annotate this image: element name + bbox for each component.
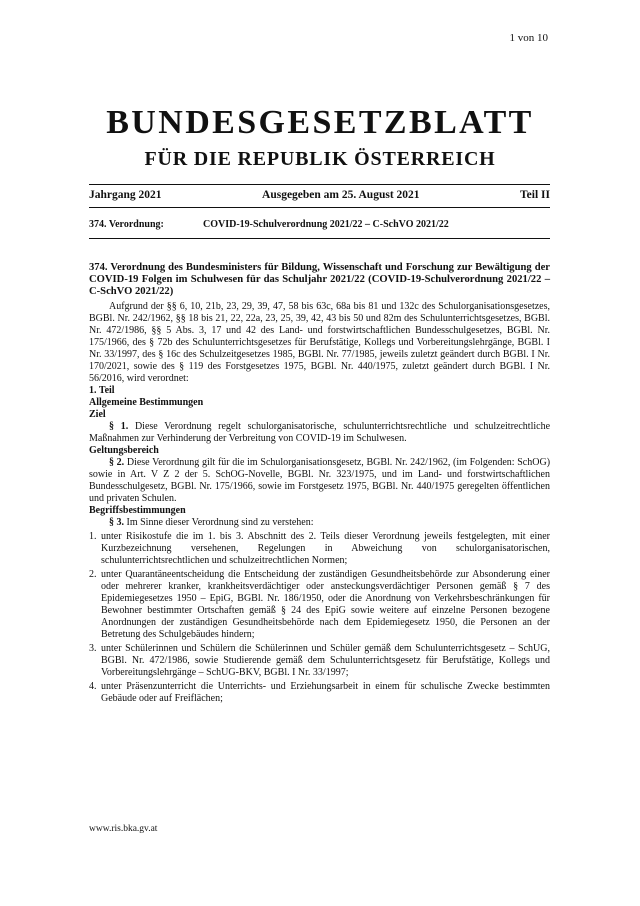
section-2	[89, 457, 550, 505]
footer-link[interactable]: www.ris.bka.gv.at	[89, 824, 158, 834]
divider-middle	[89, 207, 550, 208]
issue-meta	[89, 189, 550, 201]
part-title: Allgemeine Bestimmungen	[89, 397, 204, 408]
page-number: 1 von 10	[509, 32, 548, 44]
jahrgang: Jahrgang 2021	[89, 189, 162, 201]
preamble: Aufgrund der §§ 6, 10, 21b, 23, 29, 39, 47, 58 bis 63c, 68a bis 81 und 132c des Schulorganisationsgesetzes, BGBl. Nr. 242/1962, §§ 18 bis 21, 22, 22a, 23, 25, 39, 42, 43 bis 50 und 82m des Schulunterrichtsgesetzes, BGBl. Nr. 472/1986, §§ 5 Abs. 3, 17 und 42 des Land- und forstwirtschaftlichen Bundesschulgesetzes, BGBl. Nr. 175/1966, des § 72b des Schulunterrichtsgesetzes für Berufstätige, Kollegs und Vorbereitungslehrgänge, BGBl. I Nr. 33/1997, des § 16c des Schulzeitgesetzes 1985, BGBl. Nr. 77/1985, jeweils zuletzt geändert durch BGBl. I Nr. 170/2021, sowie des § 119 des Forstgesetzes 1975, BGBl. Nr. 440/1975, zuletzt geändert durch BGBl. I Nr. 56/2016, wird verordnet:	[89, 301, 550, 384]
heading-geltungsbereich: Geltungsbereich	[89, 445, 159, 456]
masthead-title: BUNDESGESETZBLATT	[106, 104, 534, 141]
list-item-text: unter Quarantäneentscheidung die Entscheidung der zuständigen Gesundheitsbehörde zur Absonderung einer oder mehrerer kranker, krankheitsverdächtiger oder ansteckungsverdächtiger Personen gemäß § 7 des Epidemiegesetzes 1950 – EpiG, BGBl. Nr. 186/1950, oder die Anordnung von Verkehrsbeschränkungen für Bewohner bestimmter Ortschaften gemäß § 24 des EpiG sowie weitere auf einzelne Personen bezogene Anordnungen der zuständigen Gesundheitsbehörde nach dem Epidemiegesetz 1950, die Personen an der Betretung des Schulgebäudes hindern;	[101, 569, 550, 640]
contents-text: COVID-19-Schulverordnung 2021/22 – C-SchVO 2021/22	[203, 219, 449, 230]
part-label: 1. Teil	[89, 385, 115, 396]
list-item-number: 3.	[89, 643, 97, 654]
heading-ziel: Ziel	[89, 409, 106, 420]
heading-begriffsbestimmungen: Begriffsbestimmungen	[89, 505, 186, 516]
section-1-text: Diese Verordnung regelt schulorganisatorische, schulunterrichtsrechtliche und schulzeitrechtliche Maßnahmen zur Verhinderung der Verbreitung von COVID-19 im Schulwesen.	[89, 421, 551, 444]
list-item-number: 4.	[89, 681, 97, 692]
list-item	[89, 681, 550, 705]
list-item	[89, 569, 550, 641]
teil: Teil II	[520, 189, 550, 201]
section-3-number: § 3.	[109, 517, 124, 528]
section-2-number: § 2.	[109, 457, 125, 468]
list-item	[89, 531, 550, 567]
section-3-lead: Im Sinne dieser Verordnung sind zu verstehen:	[126, 517, 314, 528]
divider-bottom	[89, 238, 550, 239]
list-item-text: unter Präsenzunterricht die Unterrichts- und Erziehungsarbeit in einem für schulische Zwecke bestimmten Gebäude oder auf Freiflächen;	[101, 681, 550, 704]
section-1	[89, 421, 550, 445]
ordinance-title: 374. Verordnung des Bundesministers für Bildung, Wissenschaft und Forschung zur Bewältigung der COVID-19 Folgen im Schulwesen für das Schuljahr 2021/22 (COVID-19-Schulverordnung 2021/22 – C-SchVO 2021/22)	[89, 262, 550, 297]
divider-top	[89, 184, 550, 185]
document-body	[89, 262, 550, 705]
list-item	[89, 643, 550, 679]
list-item-text: unter Risikostufe die im 1. bis 3. Abschnitt des 2. Teils dieser Verordnung jeweils festgelegten, mit einer Kurzbezeichnung versehenen, Regelungen in Abweichung von schulorganisatorischen, schulunterrichtsrechtlichen und schulzeitrechtlichen Normen;	[101, 531, 550, 566]
definitions-list	[89, 531, 550, 705]
contents-line	[89, 219, 449, 230]
section-3	[89, 517, 550, 529]
list-item-number: 1.	[89, 531, 97, 542]
list-item-number: 2.	[89, 569, 97, 580]
ausgegeben-date: Ausgegeben am 25. August 2021	[262, 189, 420, 201]
contents-label: 374. Verordnung:	[89, 219, 164, 230]
list-item-text: unter Schülerinnen und Schülern die Schülerinnen und Schüler gemäß dem Schulunterrichtsgesetz – SchUG, BGBl. Nr. 472/1986, sowie Studierende gemäß dem Schulunterrichtsgesetz für Berufstätige, Kollegs und Vorbereitungslehrgänge – SchUG-BKV, BGBl. I Nr. 33/1997;	[101, 643, 550, 678]
masthead-subtitle: FÜR DIE REPUBLIK ÖSTERREICH	[144, 148, 496, 170]
section-2-text: Diese Verordnung gilt für die im Schulorganisationsgesetz, BGBl. Nr. 242/1962, (im Folgenden: SchOG) sowie in Art. V Z 2 der 5. SchOG-Novelle, BGBl. Nr. 323/1975, und im Land- und forstwirtschaftlichen Bundesschulgesetz, BGBl. Nr. 175/1966, sowie im Forstgesetz 1975, BGBl. Nr. 440/1975 geregelten öffentlichen und privaten Schulen.	[89, 457, 551, 504]
section-1-number: § 1.	[109, 421, 129, 432]
